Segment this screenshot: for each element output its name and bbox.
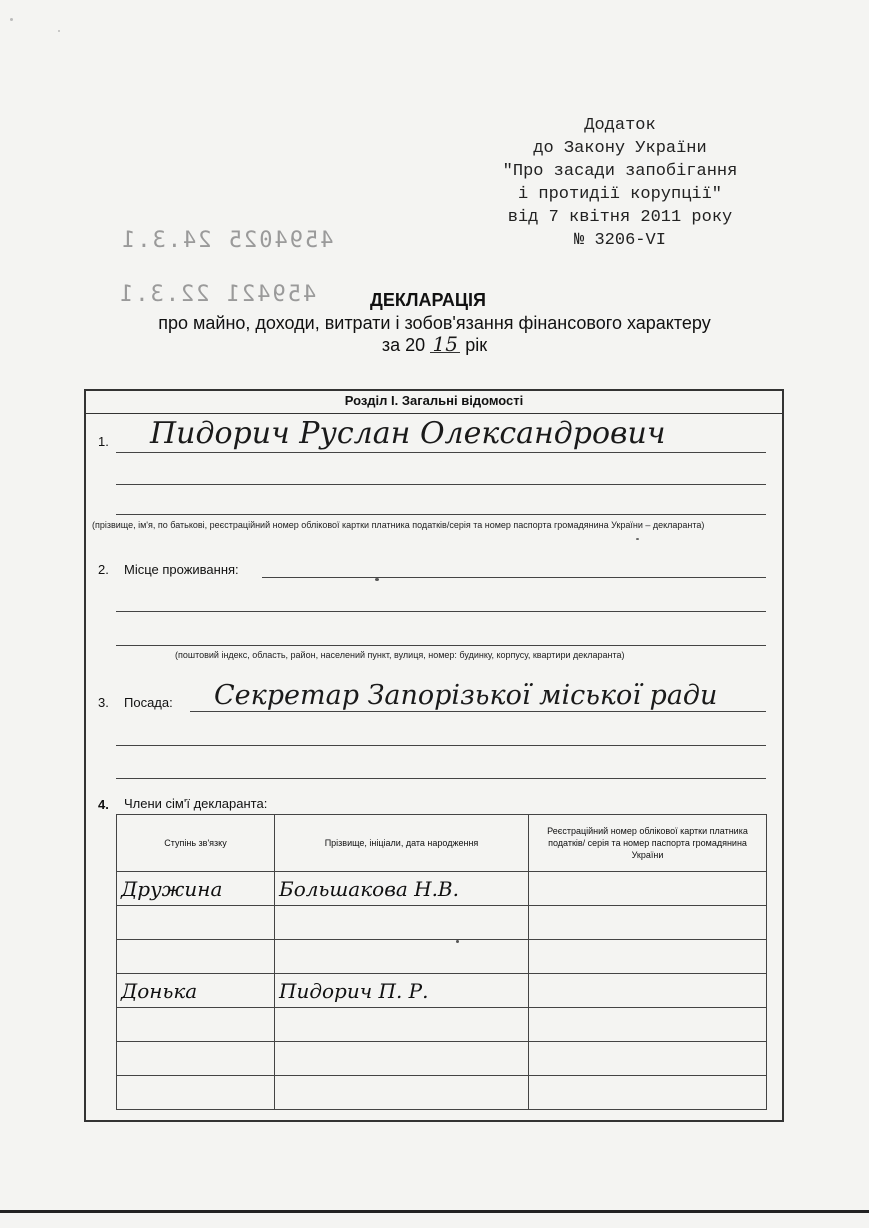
scan-speck — [636, 538, 639, 540]
registration-cell — [529, 940, 767, 974]
section-title: Розділ І. Загальні відомості — [84, 389, 784, 414]
appendix-block — [470, 114, 770, 252]
registration-cell — [529, 906, 767, 940]
table-row — [117, 1042, 767, 1076]
declarant-name: Пидорич Руслан Олександрович — [150, 416, 666, 451]
appendix-line: і протидії корупції" — [517, 185, 723, 204]
position-value: Секретар Запорізької міської ради — [214, 680, 718, 711]
document-subtitle: про майно, доходи, витрати і зобов'язання фінансового характеру — [158, 313, 711, 333]
relation-cell — [117, 1042, 275, 1076]
column-header-registration: Реєстраційний номер облікової картки платника податків/ серія та номер паспорта громадянина України — [529, 815, 767, 872]
appendix-line: "Про засади запобігання — [502, 162, 738, 181]
underline — [116, 645, 766, 646]
item-number: 4. — [98, 797, 109, 812]
scan-edge-bar — [0, 1210, 869, 1213]
column-header-relation: Ступінь зв'язку — [117, 815, 275, 872]
registration-cell — [529, 872, 767, 906]
name-cell — [275, 940, 529, 974]
underline — [190, 711, 766, 712]
relation-cell — [117, 940, 275, 974]
appendix-line: № 3206-VI — [574, 231, 666, 250]
table-row — [117, 906, 767, 940]
family-label: Члени сім'ї декларанта: — [124, 796, 268, 811]
table-row — [117, 940, 767, 974]
table-row — [117, 1076, 767, 1110]
table-row — [117, 872, 767, 906]
relation-cell — [117, 1076, 275, 1110]
underline — [116, 778, 766, 779]
underline — [116, 484, 766, 485]
name-cell — [275, 1008, 529, 1042]
scan-speck — [10, 18, 13, 21]
item-number: 1. — [98, 434, 109, 449]
name-cell — [275, 1042, 529, 1076]
relation-cell — [117, 1008, 275, 1042]
family-table — [116, 814, 767, 1110]
item-number: 2. — [98, 562, 109, 577]
scan-speck — [456, 940, 459, 943]
name-cell — [275, 1076, 529, 1110]
registration-cell — [529, 1042, 767, 1076]
table-row — [117, 974, 767, 1008]
item-number: 3. — [98, 695, 109, 710]
appendix-line: від 7 квітня 2011 року — [507, 208, 733, 227]
underline — [116, 514, 766, 515]
faint-stamp-number: 4594025 24.3.1 — [120, 228, 334, 253]
registration-cell — [529, 974, 767, 1008]
faint-stamp-number: 459421 22.3.1 — [118, 282, 317, 307]
registration-cell — [529, 1008, 767, 1042]
underline — [116, 452, 766, 453]
table-row — [117, 1008, 767, 1042]
document-title: ДЕКЛАРАЦІЯ — [370, 290, 486, 310]
scan-speck — [375, 578, 379, 581]
scan-speck — [58, 30, 60, 32]
item1-caption: (прізвище, ім'я, по батькові, реєстраційний номер облікової картки платника податків/серія та номер паспорта громадянина України – декларанта) — [92, 520, 705, 530]
year-value: 15 — [430, 336, 460, 353]
underline — [116, 745, 766, 746]
underline — [116, 611, 766, 612]
column-header-name: Прізвище, ініціали, дата народження — [275, 815, 529, 872]
appendix-line: Додаток — [584, 116, 656, 135]
position-label: Посада: — [124, 695, 173, 710]
item2-caption: (поштовий індекс, область, район, населений пункт, вулиця, номер: будинку, корпусу, квартири декларанта) — [175, 650, 625, 660]
year-suffix: рік — [465, 335, 488, 355]
registration-cell — [529, 1076, 767, 1110]
relation-cell: Донька — [117, 974, 275, 1008]
declaration-year — [0, 332, 869, 356]
underline — [262, 577, 766, 578]
relation-cell: Дружина — [117, 872, 275, 906]
appendix-line: до Закону України — [533, 139, 707, 158]
year-prefix: за 20 — [381, 335, 426, 355]
relation-cell — [117, 906, 275, 940]
name-cell: Пидорич П. Р. — [275, 974, 529, 1008]
residence-label: Місце проживання: — [124, 562, 239, 577]
name-cell: Большакова Н.В. — [275, 872, 529, 906]
name-cell — [275, 906, 529, 940]
table-header-row — [117, 815, 767, 872]
